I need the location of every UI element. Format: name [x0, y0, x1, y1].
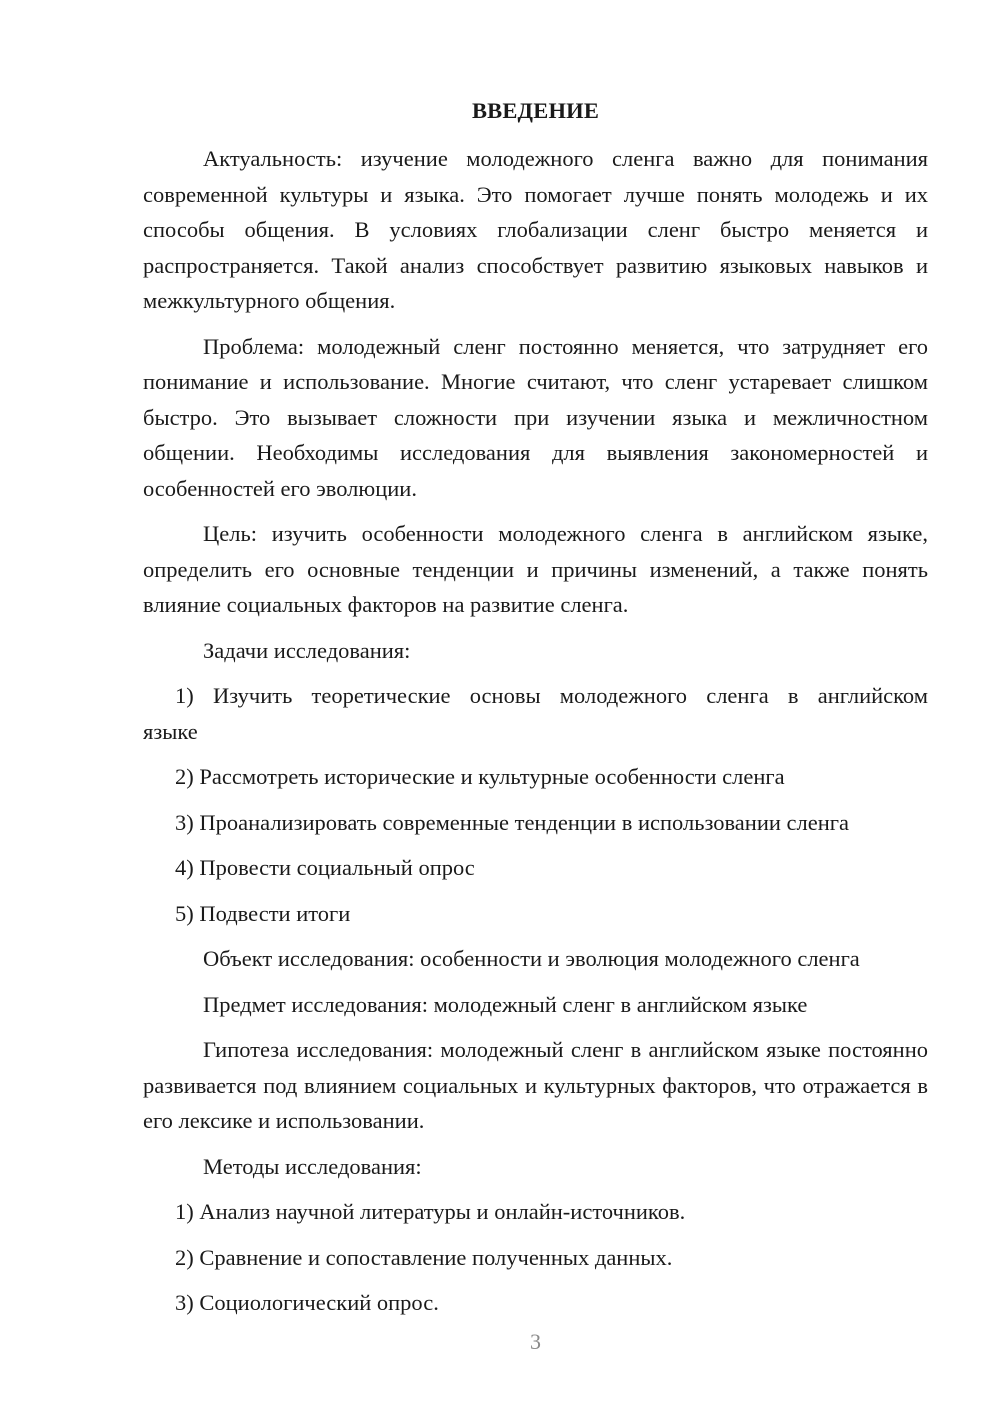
- task-item-4: 4) Провести социальный опрос: [175, 855, 475, 880]
- goal-paragraph: Цель: изучить особенности молодежного сленга в английском языке, определить его основные тенденции и причины изменений, а также понять влияние социальных факторов на развитие сленга.: [143, 521, 928, 617]
- object-line: Объект исследования: особенности и эволюция молодежного сленга: [203, 946, 860, 971]
- task-item-1-continuation: языке: [143, 718, 198, 744]
- methods-heading: Методы исследования:: [203, 1153, 422, 1179]
- document-page: [143, 0, 928, 1414]
- page-title: ВВЕДЕНИЕ: [471, 98, 600, 123]
- problem-paragraph: Проблема: молодежный сленг постоянно меняется, что затрудняет его понимание и использование. Многие считают, что сленг устаревает слишком быстро. Это вызывает сложности при изучении языка и межличностном общении. Необходимы исследования для выявления закономерностей и особенностей его эволюции.: [143, 333, 928, 501]
- relevance-paragraph: Актуальность: изучение молодежного сленга важно для понимания современной культуры и языка. Это помогает лучше понять молодежь и их способы общения. В условиях глобализации сленг быстро меняется и распространяется. Такой анализ способствует развитию языковых навыков и межкультурного общения.: [143, 146, 928, 313]
- hypothesis-paragraph: Гипотеза исследования: молодежный сленг в английском языке постоянно развивается под влиянием социальных и культурных факторов, что отражается в его лексике и использовании.: [143, 1037, 928, 1133]
- task-item-5: 5) Подвести итоги: [175, 900, 351, 926]
- task-item-3: 3) Проанализировать современные тенденции в использовании сленга: [175, 809, 849, 835]
- task-item-1-line: 1) Изучить теоретические основы молодежного сленга в английском: [175, 683, 928, 708]
- document-body: [143, 141, 928, 1331]
- tasks-heading: Задачи исследования:: [203, 637, 411, 663]
- task-item-1: [143, 678, 928, 749]
- task-item-2: 2) Рассмотреть исторические и культурные особенности сленга: [175, 764, 785, 789]
- method-item-1: 1) Анализ научной литературы и онлайн-источников.: [175, 1199, 686, 1224]
- page-number: 3: [530, 1329, 541, 1354]
- method-item-2: 2) Сравнение и сопоставление полученных данных.: [175, 1244, 673, 1270]
- subject-line: Предмет исследования: молодежный сленг в английском языке: [203, 991, 808, 1017]
- method-item-3: 3) Социологический опрос.: [175, 1290, 439, 1315]
